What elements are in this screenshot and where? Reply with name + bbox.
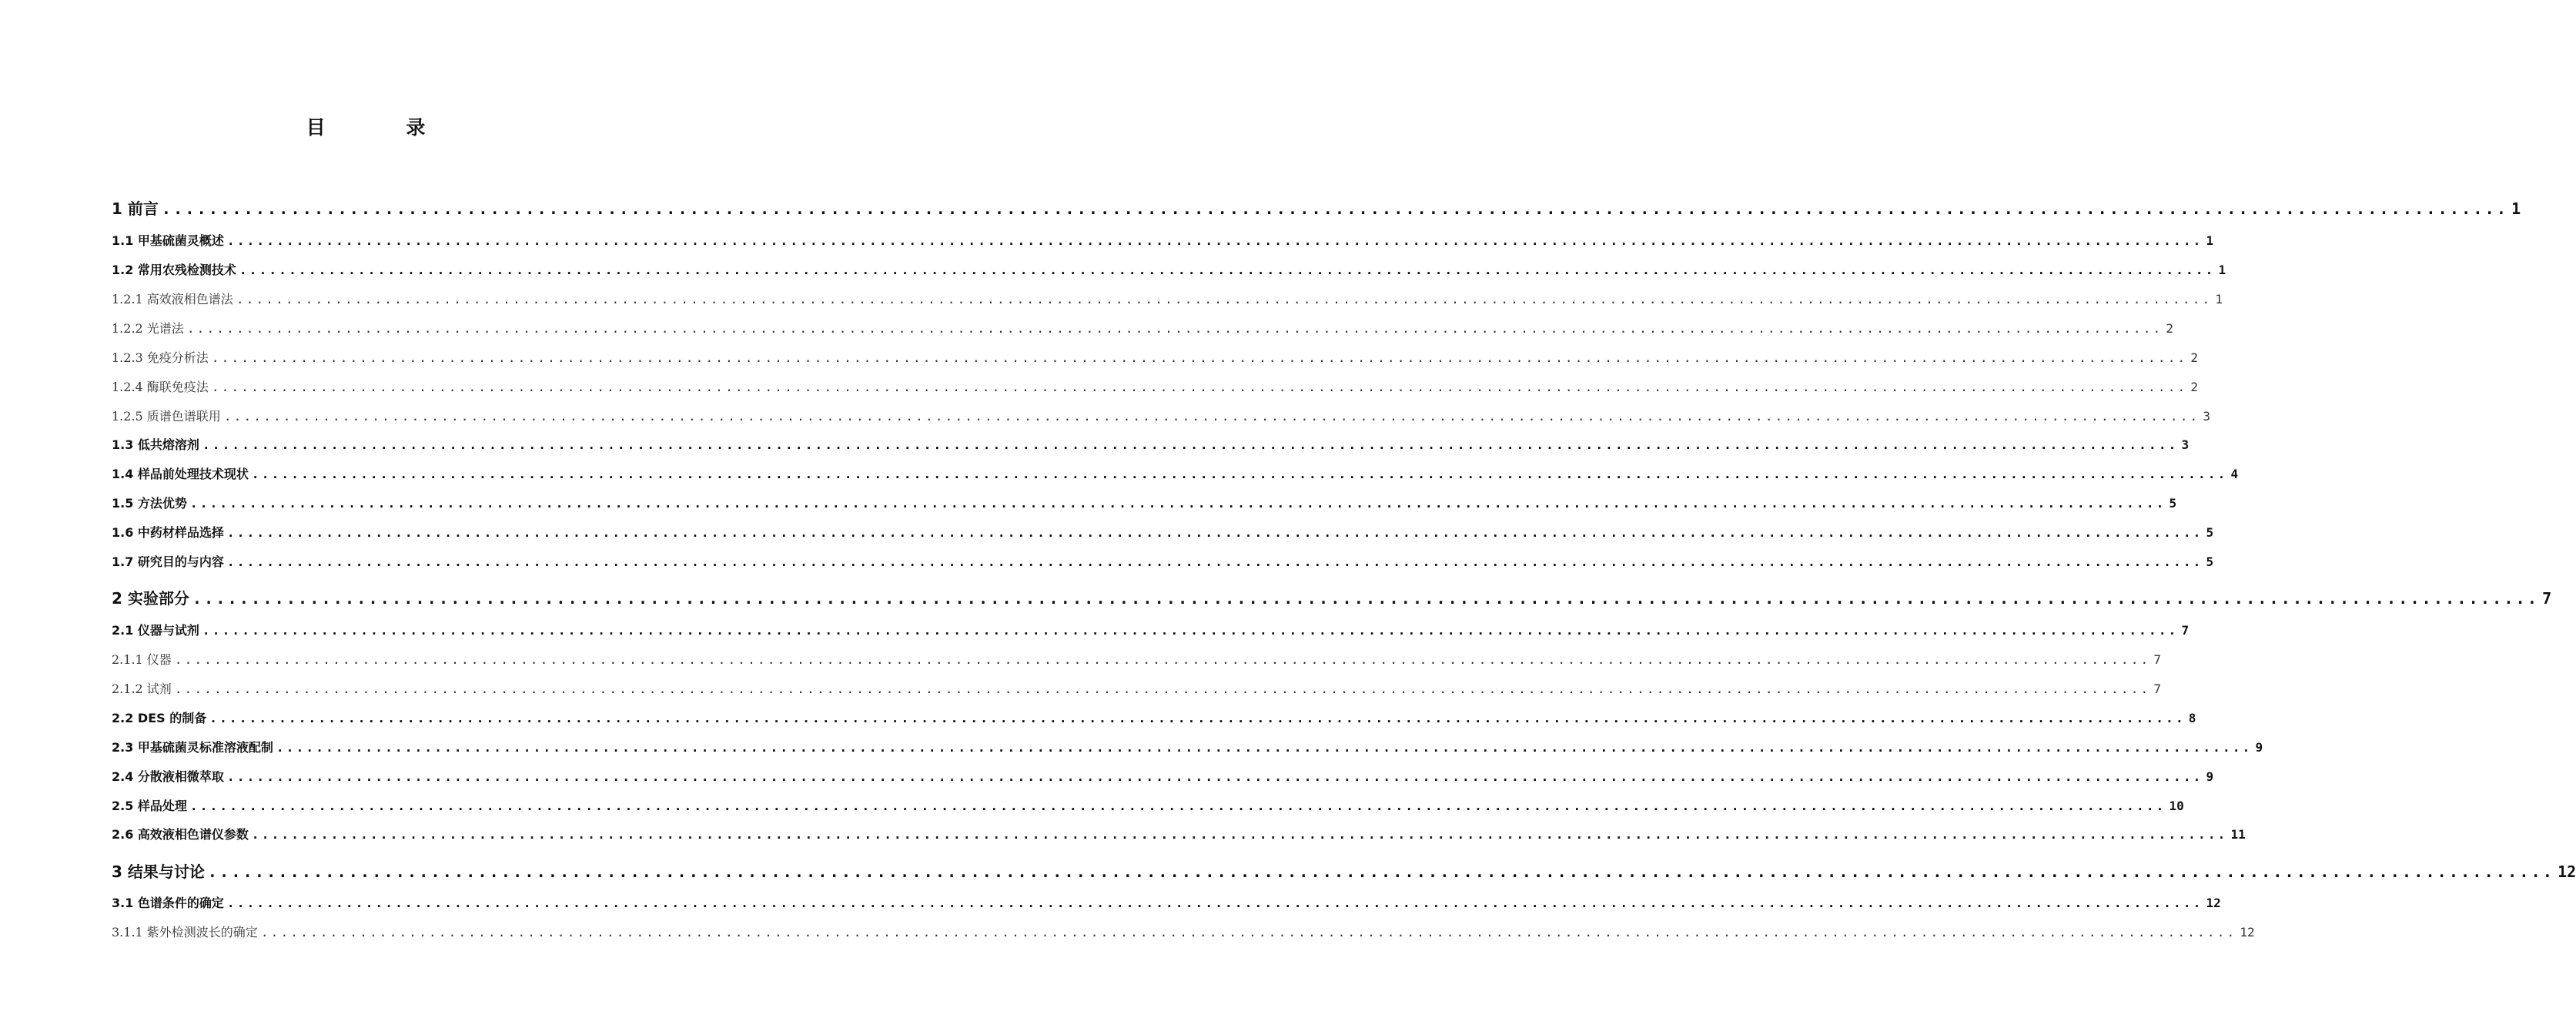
toc-leader-dots: ........................................................................................................................................................................................................ — [260, 925, 2237, 940]
toc-entry-label: 3.1.1 紫外检测波长的确定 — [112, 925, 258, 940]
toc-leader-dots: ........................................................................................................................................................................................................ — [236, 292, 2213, 306]
toc-entry-page-number: 2 — [2190, 350, 2199, 365]
toc-entry-label: 1.7 研究目的与内容 — [112, 554, 224, 569]
toc-entry[interactable] — [112, 407, 2211, 424]
toc-entry[interactable] — [112, 464, 2239, 482]
toc-entry[interactable] — [112, 435, 2190, 453]
toc-entry-page-number: 8 — [2188, 711, 2196, 725]
toc-entry[interactable] — [112, 377, 2199, 395]
toc-leader-dots: ........................................................................................................................................................................................................ — [174, 682, 2151, 696]
toc-entry-label: 1.3 低共熔溶剂 — [112, 437, 199, 452]
toc-entry-label: 2.4 分散液相微萃取 — [112, 769, 224, 784]
toc-entry-page-number: 12 — [2558, 862, 2576, 881]
toc-entry-page-number: 1 — [2206, 233, 2214, 248]
toc-entry-label: 1.2.5 质谱色谱联用 — [112, 409, 221, 424]
toc-entry-page-number: 9 — [2255, 740, 2263, 755]
toc-entry-page-number: 5 — [2206, 554, 2214, 569]
toc-leader-dots: ........................................................................................................................................................................................................ — [251, 827, 2228, 842]
toc-leader-dots: ........................................................................................................................................................................................................ — [211, 350, 2188, 365]
toc-entry[interactable] — [112, 825, 2246, 842]
toc-entry[interactable] — [112, 552, 2214, 570]
toc-leader-dots: ........................................................................................................................................................................................................ — [207, 862, 2555, 881]
toc-entry-page-number: 7 — [2542, 589, 2552, 608]
toc-entry-page-number: 11 — [2230, 827, 2246, 842]
toc-entry-label: 2.1 仪器与试剂 — [112, 623, 199, 638]
toc-entry-page-number: 7 — [2153, 652, 2162, 667]
toc-leader-dots: ........................................................................................................................................................................................................ — [239, 263, 2216, 277]
toc-entry-page-number: 7 — [2181, 623, 2190, 638]
toc-entry[interactable] — [112, 231, 2214, 249]
toc-leader-dots: ........................................................................................................................................................................................................ — [189, 799, 2166, 813]
toc-entry-label: 3 结果与讨论 — [112, 862, 205, 881]
toc-entry-page-number: 5 — [2169, 496, 2177, 511]
toc-entry-label: 1.2.1 高效液相色谱法 — [112, 292, 233, 306]
toc-leader-dots: ........................................................................................................................................................................................................ — [226, 896, 2203, 910]
toc-entry[interactable] — [112, 621, 2190, 638]
toc-entry[interactable] — [112, 319, 2174, 337]
toc-entry[interactable] — [112, 923, 2255, 940]
toc-entry[interactable] — [112, 260, 2226, 278]
page-title: 目 录 — [306, 116, 463, 139]
toc-entry-label: 2 实验部分 — [112, 589, 189, 608]
toc-entry[interactable] — [112, 767, 2214, 785]
toc-entry-page-number: 3 — [2203, 409, 2211, 424]
toc-entry-label: 2.6 高效液相色谱仪参数 — [112, 827, 249, 842]
toc-entry[interactable] — [112, 893, 2221, 911]
toc-leader-dots: ........................................................................................................................................................................................................ — [186, 321, 2163, 336]
toc-entry[interactable] — [112, 859, 2576, 882]
toc-entry-label: 1.6 中药材样品选择 — [112, 525, 224, 540]
toc-entry[interactable] — [112, 494, 2177, 511]
toc-entry-page-number: 1 — [2218, 263, 2226, 277]
toc-entry-page-number: 2 — [2190, 380, 2199, 394]
toc-entry-label: 1.2.2 光谱法 — [112, 321, 184, 336]
toc-leader-dots: ........................................................................................................................................................................................................ — [202, 623, 2179, 638]
toc-entry[interactable] — [112, 738, 2263, 755]
toc-entry[interactable] — [112, 348, 2199, 366]
toc-entry[interactable] — [112, 586, 2552, 608]
toc-leader-dots: ........................................................................................................................................................................................................ — [161, 199, 2509, 218]
toc-entry-label: 2.5 样品处理 — [112, 799, 187, 813]
toc-leader-dots: ........................................................................................................................................................................................................ — [251, 467, 2228, 481]
toc-entry-page-number: 3 — [2181, 437, 2190, 452]
toc-entry-label: 1.2.4 酶联免疫法 — [112, 380, 209, 394]
toc-entry[interactable] — [112, 796, 2184, 814]
toc-leader-dots: ........................................................................................................................................................................................................ — [202, 437, 2179, 452]
toc-entry-page-number: 5 — [2206, 525, 2214, 540]
toc-leader-dots: ........................................................................................................................................................................................................ — [226, 525, 2203, 540]
toc-entry-label: 2.3 甲基硫菌灵标准溶液配制 — [112, 740, 273, 755]
toc-entry-page-number: 1 — [2511, 199, 2521, 218]
toc-entry[interactable] — [112, 196, 2521, 219]
toc-leader-dots: ........................................................................................................................................................................................................ — [211, 380, 2188, 394]
toc-entry-label: 1.2.3 免疫分析法 — [112, 350, 209, 365]
toc-leader-dots: ........................................................................................................................................................................................................ — [189, 496, 2166, 511]
toc-leader-dots: ........................................................................................................................................................................................................ — [192, 589, 2540, 608]
toc-entry-page-number: 1 — [2215, 292, 2223, 306]
toc-leader-dots: ........................................................................................................................................................................................................ — [226, 769, 2203, 784]
toc-entry-label: 2.1.1 仪器 — [112, 652, 172, 667]
toc-entry-page-number: 7 — [2153, 682, 2162, 696]
toc-entry[interactable] — [112, 708, 2196, 726]
toc-entry-label: 1.4 样品前处理技术现状 — [112, 467, 249, 481]
toc-entry-page-number: 12 — [2206, 896, 2221, 910]
toc-leader-dots: ........................................................................................................................................................................................................ — [226, 233, 2203, 248]
toc-entry[interactable] — [112, 650, 2162, 668]
toc-entry-page-number: 12 — [2240, 925, 2255, 940]
toc-entry-label: 2.1.2 试剂 — [112, 682, 172, 696]
toc-entry[interactable] — [112, 679, 2162, 697]
toc-leader-dots: ........................................................................................................................................................................................................ — [174, 652, 2151, 667]
toc-entry-label: 1 前言 — [112, 199, 159, 218]
toc-entry-page-number: 10 — [2169, 799, 2184, 813]
toc-leader-dots: ........................................................................................................................................................................................................ — [276, 740, 2253, 755]
toc-entry-page-number: 4 — [2230, 467, 2239, 481]
toc-entry-label: 3.1 色谱条件的确定 — [112, 896, 224, 910]
toc-leader-dots: ........................................................................................................................................................................................................ — [226, 554, 2203, 569]
toc-leader-dots: ........................................................................................................................................................................................................ — [223, 409, 2200, 424]
toc-entry-page-number: 2 — [2166, 321, 2174, 336]
toc-entry-label: 2.2 DES 的制备 — [112, 711, 207, 725]
toc-entry-page-number: 9 — [2206, 769, 2214, 784]
toc-entry-label: 1.1 甲基硫菌灵概述 — [112, 233, 224, 248]
toc-leader-dots: ........................................................................................................................................................................................................ — [209, 711, 2186, 725]
toc-entry[interactable] — [112, 290, 2223, 307]
toc-entry-label: 1.2 常用农残检测技术 — [112, 263, 236, 277]
toc-entry[interactable] — [112, 523, 2214, 541]
toc-entry-label: 1.5 方法优势 — [112, 496, 187, 511]
